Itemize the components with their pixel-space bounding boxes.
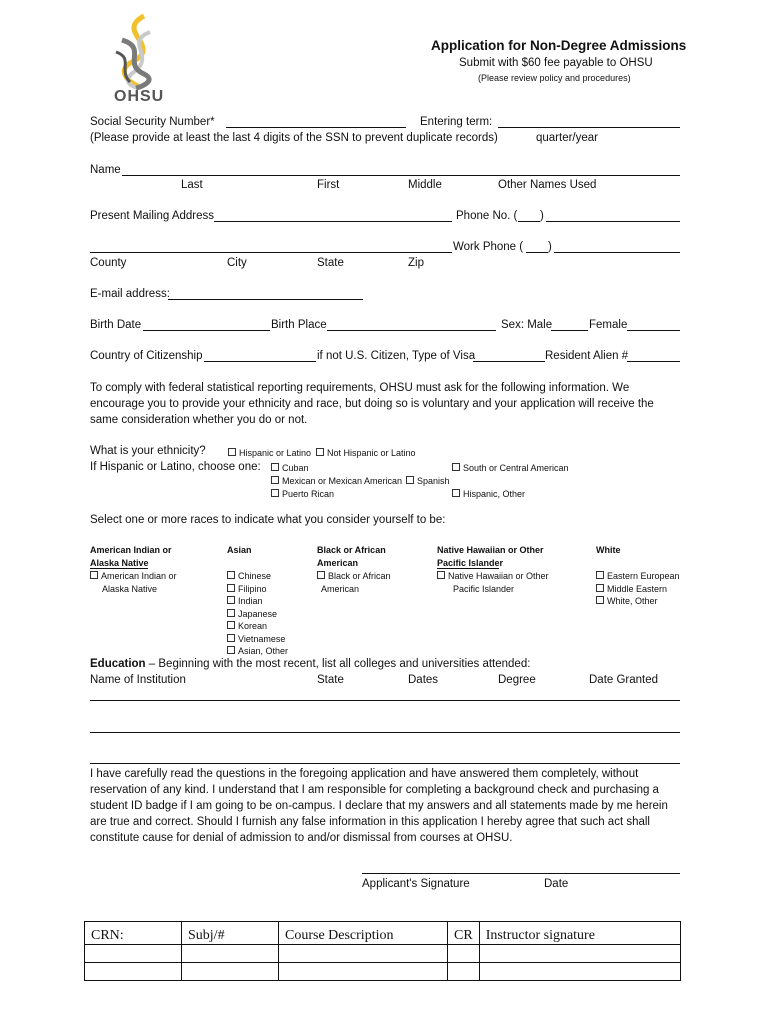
race-col1-underline bbox=[90, 568, 148, 569]
course-row[interactable] bbox=[85, 963, 681, 981]
race-american-indian-option-line2: Alaska Native bbox=[102, 584, 158, 594]
race-col2-heading: Asian bbox=[227, 545, 252, 555]
checkbox-icon[interactable] bbox=[227, 634, 235, 642]
email-label: E-mail address: bbox=[90, 288, 170, 300]
applicant-signature-caption: Applicant's Signature bbox=[362, 878, 470, 890]
term-field[interactable] bbox=[498, 127, 680, 128]
race-col1-heading-2: Alaska Native bbox=[90, 558, 149, 568]
race-hawaiian-option[interactable] bbox=[437, 571, 549, 581]
sex-female-field[interactable] bbox=[627, 330, 680, 331]
option-label: Cuban bbox=[282, 463, 309, 473]
hispanic-mexican-option[interactable] bbox=[271, 476, 402, 486]
race-asian-option[interactable] bbox=[227, 609, 288, 622]
race-american-indian-option[interactable] bbox=[90, 571, 177, 581]
option-label: Chinese bbox=[238, 571, 272, 581]
hispanic-choose-label: If Hispanic or Latino, choose one: bbox=[90, 461, 261, 473]
name-other-caption: Other Names Used bbox=[498, 179, 597, 191]
ethnicity-question: What is your ethnicity? bbox=[90, 445, 206, 457]
race-white-option[interactable] bbox=[596, 584, 680, 597]
phone-close: ) bbox=[540, 210, 544, 222]
visa-field[interactable] bbox=[473, 361, 545, 362]
ssn-note: (Please provide at least the last 4 digits of the SSN to prevent duplicate records) bbox=[90, 132, 498, 144]
option-label: Puerto Rican bbox=[282, 489, 335, 499]
name-field[interactable] bbox=[122, 175, 680, 176]
race-asian-option[interactable] bbox=[227, 634, 288, 647]
option-label: South or Central American bbox=[463, 463, 569, 473]
race-col3-heading-1: Black or African bbox=[317, 545, 386, 555]
option-label: Korean bbox=[238, 621, 268, 631]
option-label: Filipino bbox=[238, 583, 267, 594]
description-cell[interactable] bbox=[279, 963, 448, 981]
term-label: Entering term: bbox=[420, 116, 493, 128]
checkbox-icon[interactable] bbox=[452, 463, 460, 471]
course-row[interactable] bbox=[85, 945, 681, 963]
checkbox-icon[interactable] bbox=[271, 489, 279, 497]
race-asian-option[interactable] bbox=[227, 596, 288, 609]
subject-cell[interactable] bbox=[182, 945, 279, 963]
phone-number-field[interactable] bbox=[546, 221, 680, 222]
checkbox-icon[interactable] bbox=[596, 571, 604, 579]
sex-female-label: Female bbox=[589, 319, 628, 331]
education-row-2-field[interactable] bbox=[90, 732, 680, 733]
zip-caption: Zip bbox=[408, 257, 424, 269]
work-phone-number-field[interactable] bbox=[554, 252, 680, 253]
education-row-3-field[interactable] bbox=[90, 763, 680, 764]
certification-line-5: constitute cause for denial of admission to and/or dismissal from courses at OHSU. bbox=[90, 832, 513, 844]
education-col-dates: Dates bbox=[408, 674, 439, 686]
phone-area-field[interactable] bbox=[518, 221, 540, 222]
option-label: Indian bbox=[238, 596, 263, 606]
address-line2-field[interactable] bbox=[90, 252, 452, 253]
race-col4-underline bbox=[437, 568, 499, 569]
checkbox-icon[interactable] bbox=[596, 596, 604, 604]
review-note: (Please review policy and procedures) bbox=[478, 73, 631, 83]
county-caption: County bbox=[90, 257, 127, 269]
credits-header: CR bbox=[448, 922, 480, 945]
certification-line-3: student ID badge if I am going to be on-campus. I declare that my answers and all statements made by me herein bbox=[90, 800, 668, 812]
option-label: Not Hispanic or Latino bbox=[327, 448, 416, 458]
race-asian-option[interactable] bbox=[227, 584, 288, 597]
checkbox-icon[interactable] bbox=[437, 571, 445, 579]
ssn-label: Social Security Number* bbox=[90, 116, 215, 128]
crn-cell[interactable] bbox=[85, 963, 182, 981]
credits-cell[interactable] bbox=[448, 945, 480, 963]
ssn-field[interactable] bbox=[226, 127, 406, 128]
asian-options bbox=[227, 571, 288, 659]
credits-cell[interactable] bbox=[448, 963, 480, 981]
option-label: Vietnamese bbox=[238, 633, 286, 644]
option-label: American Indian or bbox=[101, 571, 177, 581]
hispanic-puerto-rican-option[interactable] bbox=[271, 489, 334, 499]
option-label: Middle Eastern bbox=[607, 583, 668, 594]
sex-male-label: Sex: Male bbox=[501, 319, 553, 331]
checkbox-icon[interactable] bbox=[228, 448, 236, 456]
checkbox-icon[interactable] bbox=[227, 621, 235, 629]
subject-cell[interactable] bbox=[182, 963, 279, 981]
race-black-option-line2: American bbox=[321, 584, 360, 594]
compliance-line-1: To comply with federal statistical reporting requirements, OHSU must ask for the following information. We bbox=[90, 382, 630, 394]
checkbox-icon[interactable] bbox=[227, 646, 235, 654]
instructor-cell[interactable] bbox=[479, 945, 680, 963]
term-sublabel: quarter/year bbox=[536, 132, 599, 144]
race-col5-heading: White bbox=[596, 545, 621, 555]
checkbox-icon[interactable] bbox=[316, 448, 324, 456]
option-label: Native Hawaiian or Other bbox=[448, 571, 549, 581]
race-asian-option[interactable] bbox=[227, 571, 288, 584]
hispanic-spanish-option[interactable] bbox=[406, 476, 450, 486]
mailing-address-field[interactable] bbox=[214, 221, 452, 222]
checkbox-icon[interactable] bbox=[227, 596, 235, 604]
certification-line-1: I have carefully read the questions in the foregoing application and have answered them completely, without bbox=[90, 768, 639, 780]
logo-text: OHSU bbox=[114, 88, 165, 105]
fee-note: Submit with $60 fee payable to OHSU bbox=[459, 57, 653, 69]
checkbox-icon[interactable] bbox=[90, 571, 98, 579]
option-label: Mexican or Mexican American bbox=[282, 476, 403, 486]
sex-male-field[interactable] bbox=[551, 330, 588, 331]
course-table bbox=[84, 921, 681, 981]
checkbox-icon[interactable] bbox=[227, 571, 235, 579]
education-row-1-field[interactable] bbox=[90, 700, 680, 701]
birth-place-label: Birth Place bbox=[271, 319, 327, 331]
race-asian-option[interactable] bbox=[227, 621, 288, 634]
page-title: Application for Non-Degree Admissions bbox=[431, 38, 687, 53]
race-col4-heading-1: Native Hawaiian or Other bbox=[437, 545, 544, 555]
race-col1-heading-1: American Indian or bbox=[90, 545, 172, 555]
option-label: Hispanic or Latino bbox=[239, 448, 312, 458]
race-white-option[interactable] bbox=[596, 571, 680, 584]
education-text: – Beginning with the most recent, list all colleges and universities attended: bbox=[145, 658, 531, 670]
compliance-line-2: encourage you to provide your ethnicity and race, but doing so is voluntary and your application will receive the bbox=[90, 398, 654, 410]
checkbox-icon[interactable] bbox=[227, 584, 235, 592]
mailing-address-label: Present Mailing Address bbox=[90, 210, 215, 222]
education-heading bbox=[90, 658, 530, 670]
option-label: Eastern European bbox=[607, 571, 680, 581]
checkbox-icon[interactable] bbox=[406, 476, 414, 484]
hispanic-other-option[interactable] bbox=[452, 489, 525, 499]
work-phone-label: Work Phone ( bbox=[453, 241, 524, 253]
name-last-caption: Last bbox=[181, 179, 203, 191]
description-cell[interactable] bbox=[279, 945, 448, 963]
race-asian-option[interactable] bbox=[227, 646, 288, 659]
checkbox-icon[interactable] bbox=[271, 476, 279, 484]
option-label: Spanish bbox=[417, 476, 450, 486]
applicant-signature-field[interactable] bbox=[362, 873, 680, 874]
option-label: White, Other bbox=[607, 596, 658, 606]
checkbox-icon[interactable] bbox=[227, 609, 235, 617]
certification-line-4: are true and correct. Should I furnish any false information in this application I hereby agree that such act shall bbox=[90, 816, 650, 828]
instructor-cell[interactable] bbox=[479, 963, 680, 981]
race-white-option[interactable] bbox=[596, 596, 680, 609]
education-col-date-granted: Date Granted bbox=[589, 674, 659, 686]
course-description-header: Course Description bbox=[279, 922, 448, 945]
checkbox-icon[interactable] bbox=[317, 571, 325, 579]
crn-cell[interactable] bbox=[85, 945, 182, 963]
resident-alien-label: Resident Alien # bbox=[545, 350, 629, 362]
ethnicity-hispanic-option[interactable] bbox=[228, 448, 311, 458]
ethnicity-not-hispanic-option[interactable] bbox=[316, 448, 416, 458]
hispanic-cuban-option[interactable] bbox=[271, 463, 309, 473]
education-label: Education bbox=[90, 658, 146, 670]
work-phone-area-field[interactable] bbox=[526, 252, 548, 253]
resident-alien-field[interactable] bbox=[627, 361, 680, 362]
education-col-state: State bbox=[317, 674, 344, 686]
compliance-line-3: same consideration whether you do or not. bbox=[90, 414, 308, 426]
name-first-caption: First bbox=[317, 179, 340, 191]
education-col-degree: Degree bbox=[498, 674, 536, 686]
visa-label: if not U.S. Citizen, Type of Visa bbox=[317, 350, 476, 362]
checkbox-icon[interactable] bbox=[271, 463, 279, 471]
option-label: Asian, Other bbox=[238, 646, 289, 656]
race-black-option[interactable] bbox=[317, 571, 391, 581]
state-caption: State bbox=[317, 257, 344, 269]
option-label: Japanese bbox=[238, 608, 278, 619]
certification-line-2: reservation of any kind. I understand that I am responsible for completing a background check and purchasing a bbox=[90, 784, 659, 796]
option-label: Hispanic, Other bbox=[463, 489, 526, 499]
city-caption: City bbox=[227, 257, 247, 269]
name-label: Name bbox=[90, 164, 121, 176]
subject-header: Subj/# bbox=[182, 922, 279, 945]
race-hawaiian-option-line2: Pacific Islander bbox=[453, 584, 515, 594]
citizenship-field[interactable] bbox=[204, 361, 316, 362]
signature-date-caption: Date bbox=[544, 878, 569, 890]
birth-place-field[interactable] bbox=[327, 330, 496, 331]
hispanic-south-central-option[interactable] bbox=[452, 463, 569, 473]
work-phone-close: ) bbox=[548, 241, 552, 253]
crn-header: CRN: bbox=[85, 922, 182, 945]
race-prompt: Select one or more races to indicate what you consider yourself to be: bbox=[90, 514, 446, 526]
citizenship-label: Country of Citizenship bbox=[90, 350, 203, 362]
email-field[interactable] bbox=[168, 299, 363, 300]
name-middle-caption: Middle bbox=[408, 179, 442, 191]
checkbox-icon[interactable] bbox=[452, 489, 460, 497]
white-options bbox=[596, 571, 680, 609]
option-label: Black or African bbox=[328, 571, 391, 581]
checkbox-icon[interactable] bbox=[596, 584, 604, 592]
phone-label: Phone No. ( bbox=[456, 210, 518, 222]
birth-date-label: Birth Date bbox=[90, 319, 142, 331]
race-col3-heading-2: American bbox=[317, 558, 359, 568]
race-col4-heading-2: Pacific Islander bbox=[437, 558, 504, 568]
instructor-signature-header: Instructor signature bbox=[479, 922, 680, 945]
birth-date-field[interactable] bbox=[143, 330, 270, 331]
education-col-name: Name of Institution bbox=[90, 674, 186, 686]
course-table-header bbox=[85, 922, 681, 945]
